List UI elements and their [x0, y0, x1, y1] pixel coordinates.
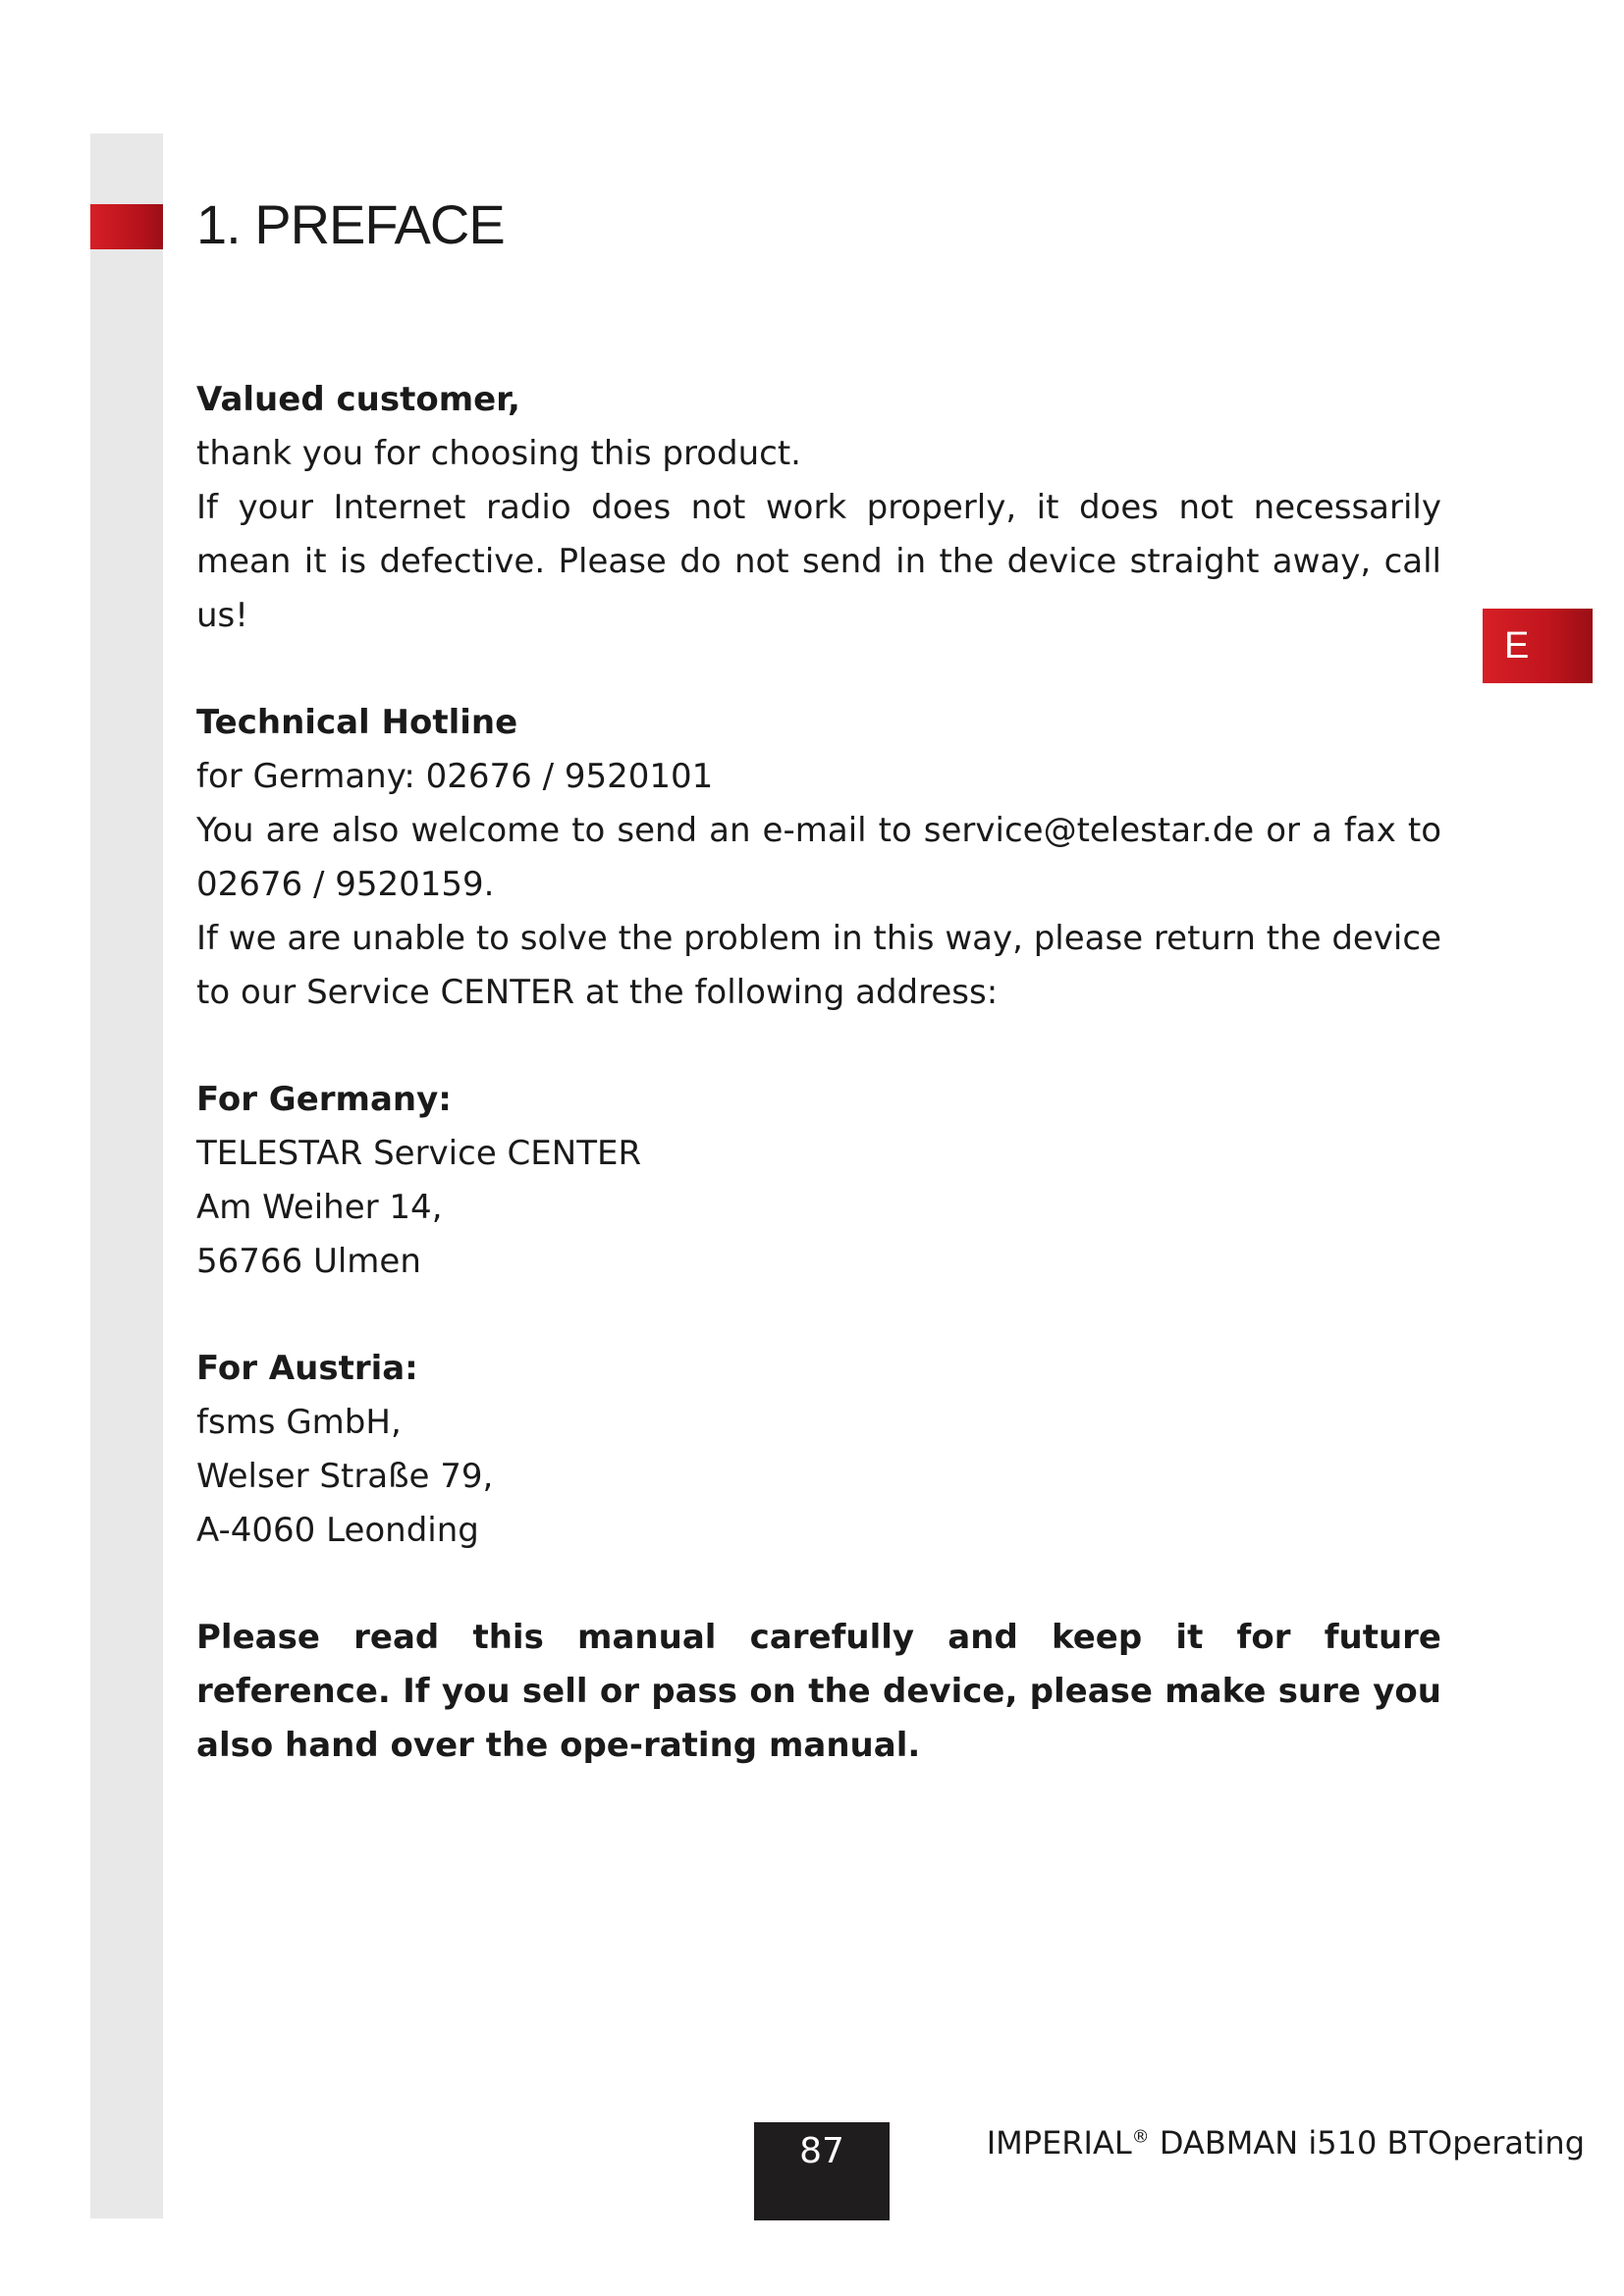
- page-title: 1. PREFACE: [196, 193, 505, 255]
- section-tab-e: E: [1483, 609, 1593, 683]
- address-line: fsms GmbH,: [196, 1403, 402, 1442]
- address-line: TELESTAR Service CENTER: [196, 1134, 642, 1173]
- side-bar: [90, 133, 163, 2218]
- manual-notice: Please read this manual carefully and keep it for future reference. If you sell or pass on the device, please make sure you also hand over the ope-rating manual.: [196, 1618, 1441, 1765]
- address-line: Welser Straße 79,: [196, 1457, 494, 1496]
- footer-brand: IMPERIAL: [986, 2124, 1132, 2162]
- greeting-heading: Valued customer,: [196, 380, 520, 419]
- page-number: 87: [754, 2122, 890, 2220]
- footer-product-label: [987, 2124, 1585, 2162]
- address-line: 56766 Ulmen: [196, 1242, 421, 1281]
- germany-address-block: [196, 1073, 1441, 1289]
- hotline-contact: You are also welcome to send an e-mail to service@telestar.de or a fax to 02676 / 9520159.: [196, 811, 1441, 904]
- title-marker: [90, 204, 163, 249]
- hotline-block: [196, 696, 1441, 1020]
- germany-heading: For Germany:: [196, 1080, 452, 1119]
- greeting-advice: If your Internet radio does not work properly, it does not necessarily mean it is defective. Please do not send in the device straight away, call us!: [196, 488, 1441, 635]
- hotline-heading: Technical Hotline: [196, 703, 518, 742]
- hotline-return-note: If we are unable to solve the problem in this way, please return the device to our Service CENTER at the following address:: [196, 919, 1441, 1012]
- greeting-block: [196, 373, 1441, 643]
- address-line: A-4060 Leonding: [196, 1511, 479, 1550]
- greeting-thanks: thank you for choosing this product.: [196, 434, 801, 473]
- austria-address-block: [196, 1342, 1441, 1558]
- address-line: Am Weiher 14,: [196, 1188, 443, 1227]
- registered-mark: ®: [1131, 2126, 1150, 2148]
- austria-heading: For Austria:: [196, 1349, 418, 1388]
- hotline-germany: for Germany: 02676 / 9520101: [196, 757, 714, 796]
- notice-block: [196, 1611, 1441, 1773]
- document-body: [196, 373, 1441, 1826]
- footer-product: DABMAN i510 BTOperating: [1149, 2124, 1585, 2162]
